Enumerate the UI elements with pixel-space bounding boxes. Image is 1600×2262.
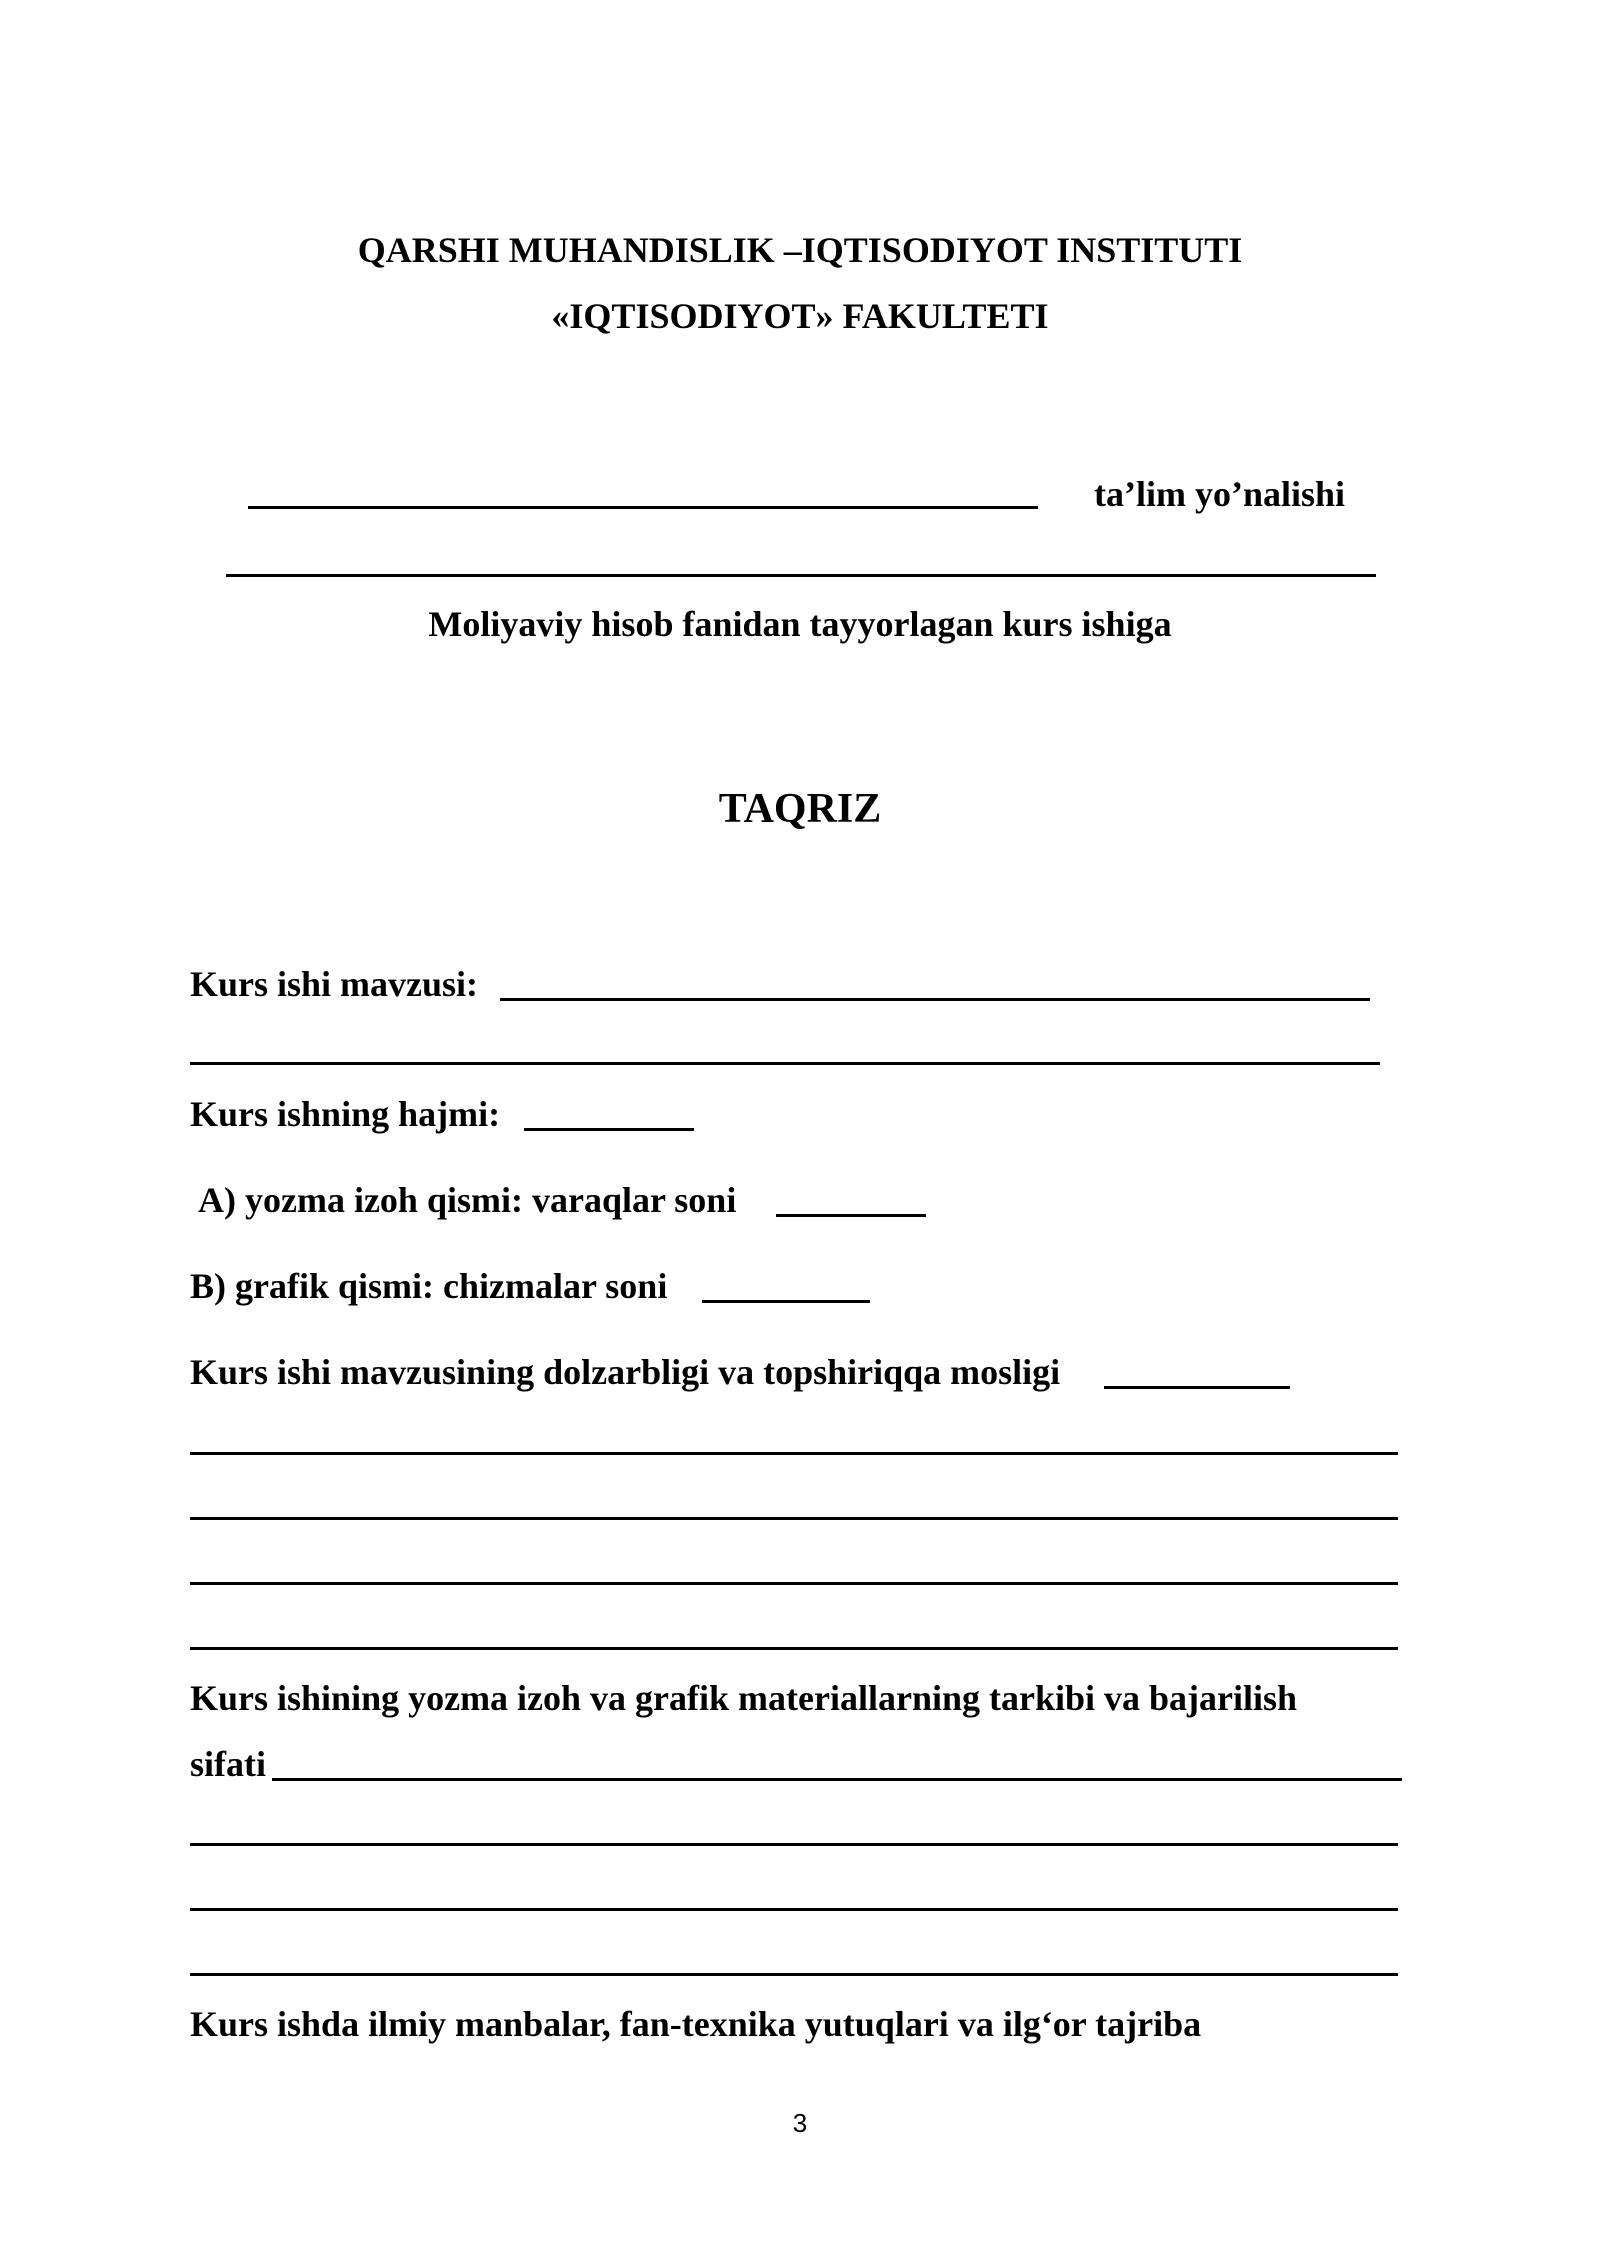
written-part-label: A) yozma izoh qismi: varaqlar soni <box>198 1180 737 1220</box>
quality-blank-line-2[interactable] <box>190 1843 1398 1846</box>
relevance-blank-line[interactable] <box>1104 1386 1290 1389</box>
page-title: TAQRIZ <box>718 786 882 832</box>
sources-label: Kurs ishda ilmiy manbalar, fan-texnika yutuqlari va ilg‘or tajriba <box>190 2004 1202 2044</box>
relevance-blank-line-5[interactable] <box>190 1647 1398 1650</box>
graphic-part-blank-line[interactable] <box>702 1300 870 1303</box>
relevance-blank-line-2[interactable] <box>190 1452 1398 1455</box>
quality-label-line2: sifati <box>190 1744 266 1784</box>
relevance-blank-line-3[interactable] <box>190 1517 1398 1520</box>
subject-line: Moliyaviy hisob fanidan tayyorlagan kurs ishiga <box>428 604 1172 644</box>
written-part-blank-line[interactable] <box>776 1214 926 1217</box>
direction-blank-line-2[interactable] <box>226 574 1376 577</box>
volume-blank-line[interactable] <box>524 1128 694 1131</box>
quality-blank-line[interactable] <box>272 1778 1402 1781</box>
graphic-part-label: B) grafik qismi: chizmalar soni <box>190 1266 668 1306</box>
relevance-label: Kurs ishi mavzusining dolzarbligi va topshiriqqa mosligi <box>190 1352 1061 1392</box>
relevance-blank-line-4[interactable] <box>190 1582 1398 1585</box>
page-number: 3 <box>792 2108 808 2138</box>
faculty-name: «IQTISODIYOT» FAKULTETI <box>551 296 1049 336</box>
topic-blank-line-2[interactable] <box>190 1062 1380 1065</box>
volume-label: Kurs ishning hajmi: <box>190 1094 501 1134</box>
direction-blank-line[interactable] <box>248 506 1038 509</box>
quality-label-line1: Kurs ishining yozma izoh va grafik materiallarning tarkibi va bajarilish <box>190 1678 1298 1718</box>
topic-blank-line[interactable] <box>500 998 1370 1001</box>
institute-name: QARSHI MUHANDISLIK –IQTISODIYOT INSTITUTI <box>357 230 1243 270</box>
quality-blank-line-3[interactable] <box>190 1908 1398 1911</box>
topic-label: Kurs ishi mavzusi: <box>190 964 479 1004</box>
quality-blank-line-4[interactable] <box>190 1973 1398 1976</box>
direction-label: ta’lim yo’nalishi <box>1094 474 1346 514</box>
